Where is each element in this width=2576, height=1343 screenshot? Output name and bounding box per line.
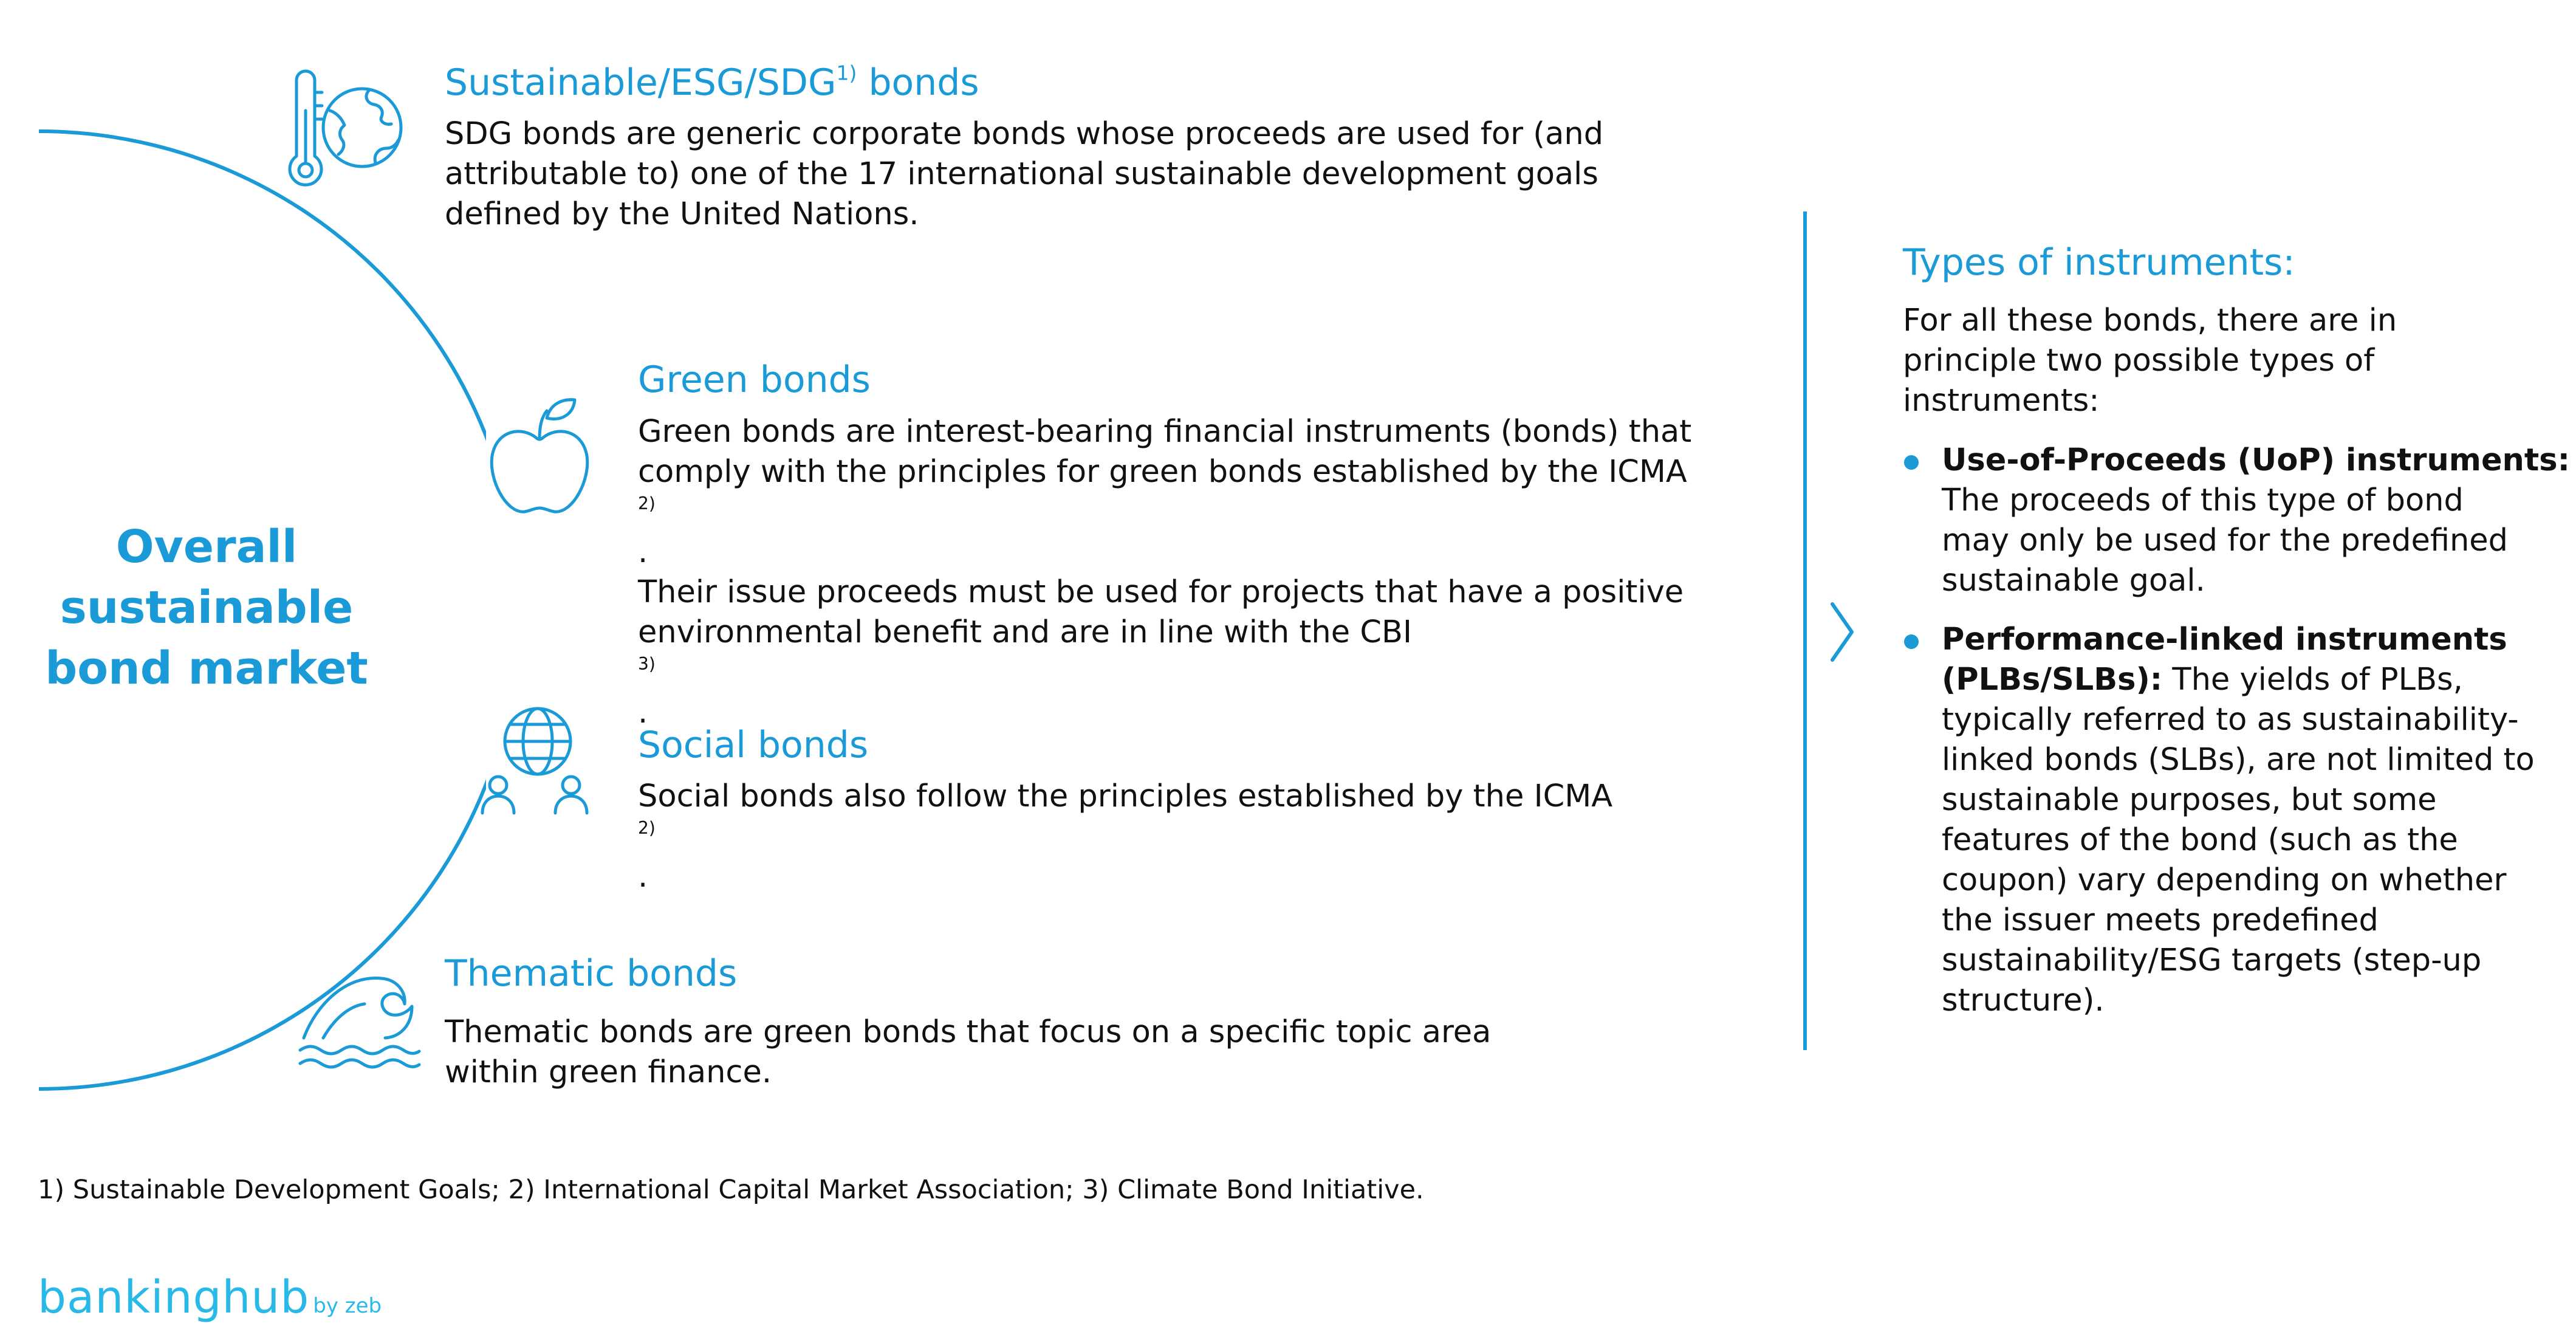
- bond-title-sustainable: Sustainable/ESG/SDG$^{1)}$ bonds: [445, 61, 979, 104]
- bond-desc-thematic: Thematic bonds are green bonds that focus on a specific topic area within green finance.: [445, 1014, 1492, 1090]
- overall-market-title: Overall sustainable bond market: [45, 521, 368, 695]
- types-list-2: [1903, 620, 2535, 1021]
- types-list: [1903, 441, 2570, 601]
- footnote: 1) Sustainable Development Goals; 2) International Capital Market Association; 3) Climate Bond Initiative.: [38, 1175, 1424, 1205]
- bond-title-green: Green bonds: [638, 359, 871, 401]
- bond-title-social: Social bonds: [638, 724, 869, 766]
- bullet-icon: [1904, 455, 1919, 470]
- list-item: Performance-linked instruments (PLBs/SLBs): The yields of PLBs, typically referred to as sustainability- linked bonds (SLBs), are not limited to sustainable purposes, but some features of the bond (such as the coupon) vary depending on whether the issuer meets predefined sustainability/ESG targets (step-up structure).: [1903, 620, 2535, 1021]
- bullet-icon: [1904, 634, 1919, 649]
- bond-desc-green: Green bonds are interest-bearing financial instruments (bonds) that comply with the principles for green bonds established by the ICMA $^{2)}$ . Their issue proceeds must be used for projects that have a positive environmental benefit and are in line with the CBI $^{3)}$ .: [638, 414, 1692, 730]
- brand-logo: bankinghub by zeb: [38, 1271, 382, 1324]
- thermometer-globe-icon: [284, 68, 406, 196]
- section-divider: [1803, 211, 1807, 1050]
- wave-icon: [299, 966, 420, 1070]
- bond-desc-sustainable: SDG bonds are generic corporate bonds whose proceeds are used for (and attributable to) one of the 17 international sustainable development goals defined by the United Nations.: [445, 116, 1604, 232]
- list-item: Use-of-Proceeds (UoP) instruments: The proceeds of this type of bond may only be used for the predefined sustainable goal.: [1903, 441, 2570, 601]
- globe-people-icon: [480, 705, 595, 814]
- types-title: Types of instruments:: [1903, 241, 2295, 284]
- bond-desc-social: Social bonds also follow the principles established by the ICMA $^{2)}$ .: [638, 778, 1613, 895]
- apple-icon: [486, 395, 595, 517]
- bond-title-thematic: Thematic bonds: [445, 952, 738, 995]
- types-intro: For all these bonds, there are in principle two possible types of instruments:: [1903, 303, 2397, 419]
- chevron-right-icon: [1828, 602, 1858, 662]
